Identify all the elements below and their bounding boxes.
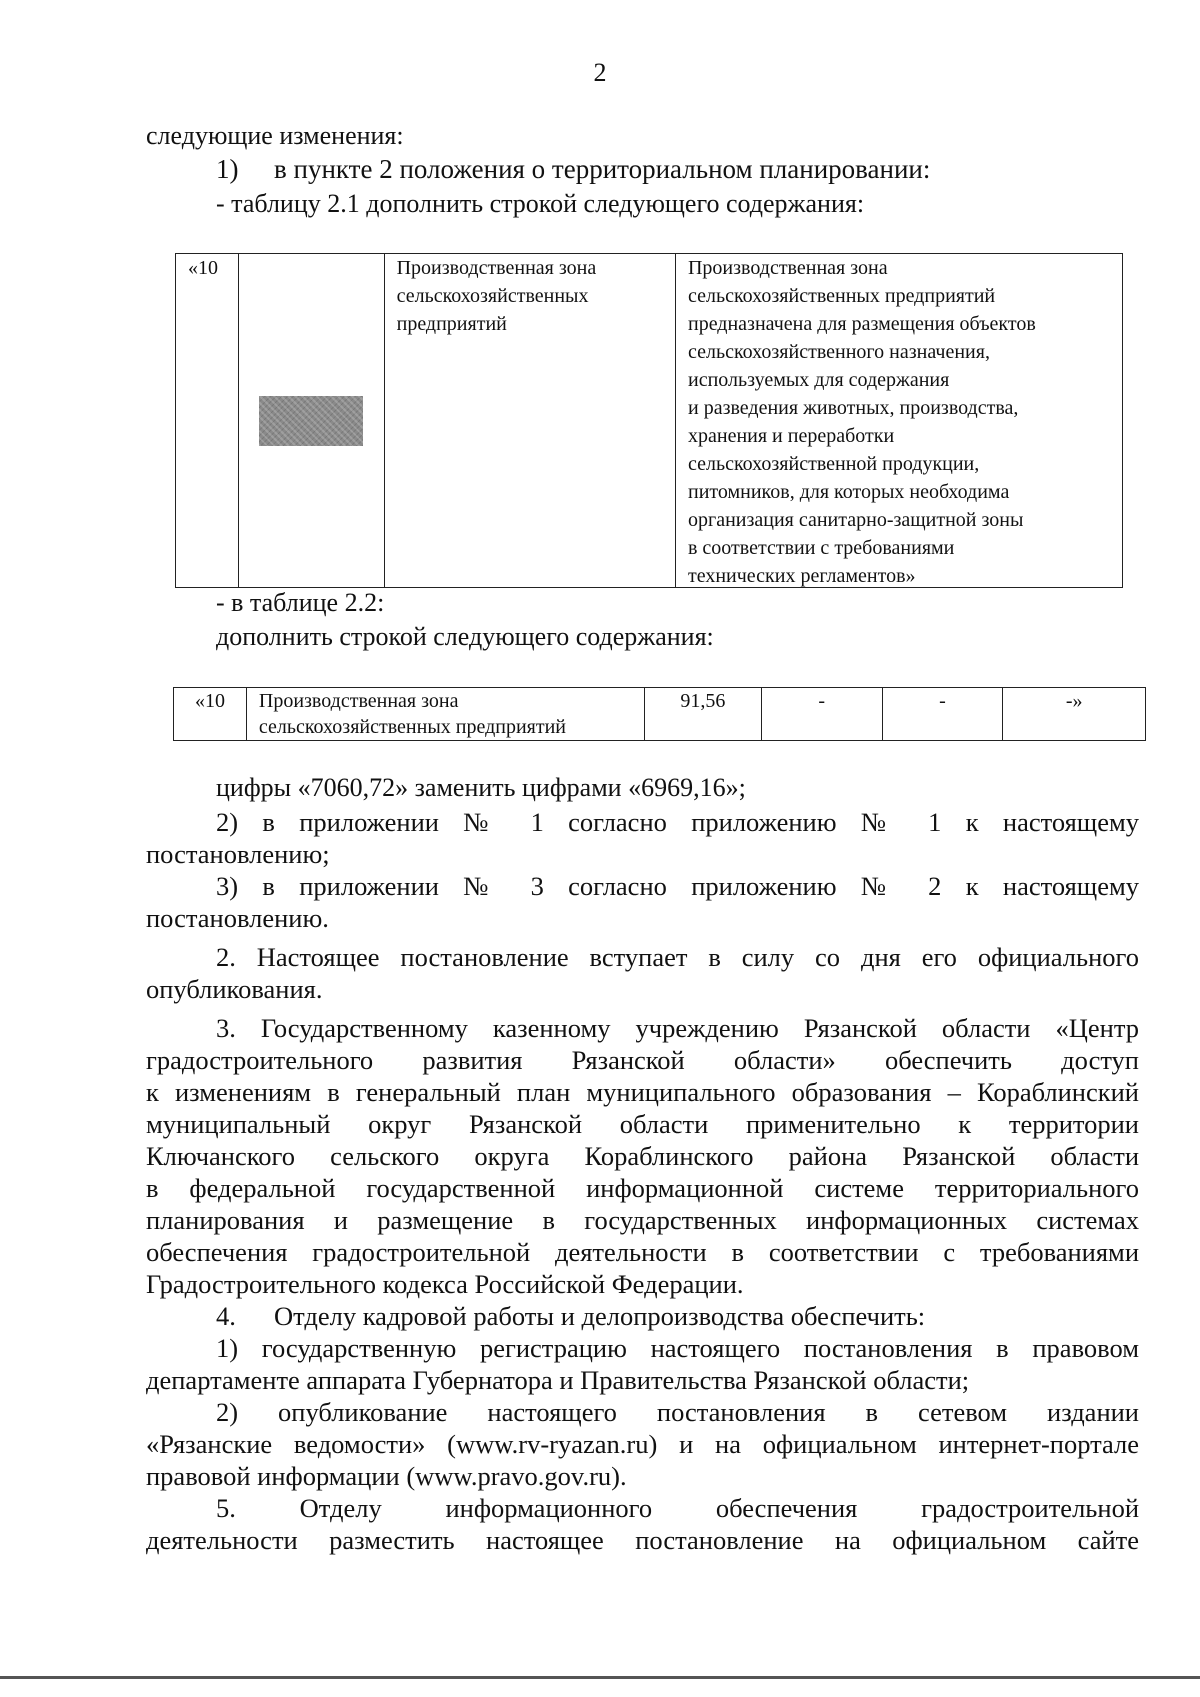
body-line: 2) в приложении № 1 согласно приложению № 1 к настоящему [216,807,1139,837]
table-2-2-row [173,687,1146,741]
body-line [216,1300,925,1332]
description-line: сельскохозяйственного назначения, [687,341,990,363]
table-2-1-row [175,253,1123,588]
body-line: постановлению. [146,903,329,933]
intro-item-text: в пункте 2 положения о территориальном планировании: [274,154,931,184]
description-line: Производственная зона [687,257,888,279]
scan-edge-divider [0,1676,1200,1679]
body-line: департаменте аппарата Губернатора и Правительства Рязанской области; [146,1365,970,1395]
middle-line-1: - в таблице 2.2: [216,588,385,617]
table-2-1-description-cell [676,254,1122,587]
body-line: 3) в приложении № 3 согласно приложению № 2 к настоящему [216,871,1139,901]
zone-name-line: Производственная зона [258,690,459,712]
zone-name-line: Производственная зона [396,257,597,279]
body-line: цифры «7060,72» заменить цифрами «6969,16»; [216,773,746,802]
page-number: 2 [593,58,607,87]
body-line: 2) опубликование настоящего постановления в сетевом издании [216,1397,1139,1427]
table-2-2-cell-4: - [762,688,883,740]
zone-legend-swatch [259,396,363,446]
body-line: муниципальный округ Рязанской области применительно к территории [146,1109,1139,1139]
description-line: хранения и переработки [687,425,895,447]
body-line: градостроительного развития Рязанской области» обеспечить доступ [146,1045,1139,1075]
description-line: сельскохозяйственных предприятий [687,285,996,307]
intro-item-number: 1) [216,154,239,184]
table-2-2-area-cell: 91,56 [645,688,762,740]
body-line: Ключанского сельского округа Кораблинского района Рязанской области [146,1141,1139,1171]
description-line: и разведения животных, производства, [687,397,1019,419]
zone-name-line: сельскохозяйственных [396,285,589,307]
item-number: 4. [216,1301,236,1331]
body-line: 1) государственную регистрацию настоящего постановления в правовом [216,1333,1139,1363]
intro-line-1: следующие изменения: [146,121,404,150]
description-line: в соответствии с требованиями [687,537,955,559]
description-line: питомников, для которых необходима [687,481,1010,503]
zone-name-line: предприятий [396,313,507,335]
table-2-2-number-cell: «10 [174,688,247,740]
item-text: Отделу кадровой работы и делопроизводства обеспечить: [274,1301,926,1331]
middle-line-2: дополнить строкой следующего содержания: [216,622,714,651]
table-2-2-zone-cell [247,688,645,740]
body-line: Градостроительного кодекса Российской Федерации. [146,1269,744,1299]
body-line: правовой информации (www.pravo.gov.ru). [146,1461,627,1491]
body-line: 3. Государственному казенному учреждению Рязанской области «Центр [216,1013,1139,1043]
body-line: обеспечения градостроительной деятельности в соответствии с требованиями [146,1237,1139,1267]
description-line: сельскохозяйственной продукции, [687,453,980,475]
body-line: опубликования. [146,974,323,1004]
body-line: «Рязанские ведомости» (www.rv-ryazan.ru) и на официальном интернет-портале [146,1429,1139,1459]
table-2-1-zone-name-cell [385,254,676,587]
body-line: планирования и размещение в государственных информационных системах [146,1205,1139,1235]
table-2-1-legend-cell [239,254,385,587]
body-line: в федеральной государственной информационной системе территориального [146,1173,1139,1203]
body-line: 5. Отделу информационного обеспечения градостроительной [216,1493,1139,1523]
table-2-2-cell-6: -» [1065,690,1083,712]
description-line: предназначена для размещения объектов [687,313,1036,335]
description-line: организация санитарно-защитной зоны [687,509,1024,531]
body-line: к изменениям в генеральный план муниципального образования – Кораблинский [146,1077,1139,1107]
body-line: деятельности разместить настоящее постановление на официальном сайте [146,1525,1139,1555]
table-2-1-number-cell: «10 [176,254,239,587]
table-2-2-cell-5: - [883,688,1004,740]
body-line: постановлению; [146,839,330,869]
intro-item-1 [216,153,930,185]
intro-line-3: - таблицу 2.1 дополнить строкой следующего содержания: [216,189,865,218]
description-line: используемых для содержания [687,369,950,391]
zone-name-line: сельскохозяйственных предприятий [258,716,567,738]
body-line: 2. Настоящее постановление вступает в силу со дня его официального [216,942,1139,972]
description-line: технических регламентов» [687,565,916,587]
